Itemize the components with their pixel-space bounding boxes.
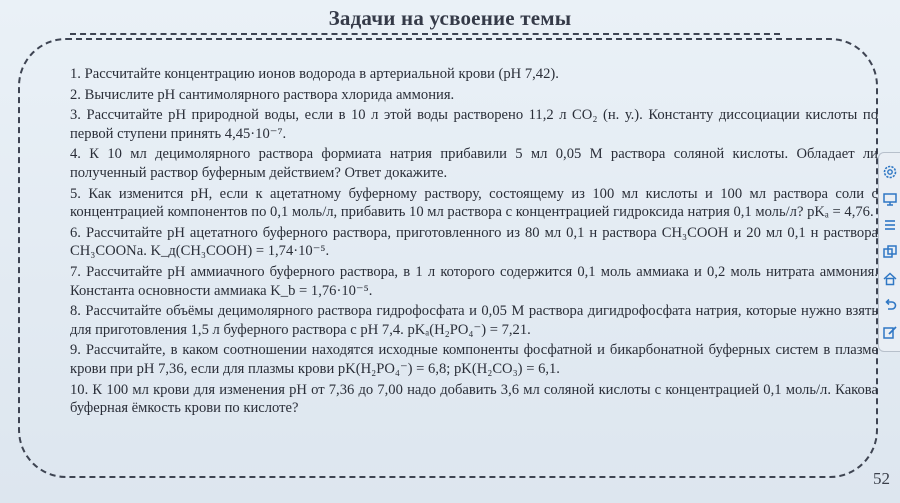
task-item-2: 2. Вычислите pH сантимолярного раствора хлорида аммония. [70,86,455,103]
page-number: 52 [873,469,890,488]
settings-icon[interactable] [882,164,898,180]
task-item-9: 9. Рассчитайте, в каком соотношении находятся исходные компоненты фосфатной и бикарбонатной буферных систем в плазме крови при pH 7,36, если для плазмы крови pK(H₂PO₄⁻) = 6,8; pK(H₂CO₃) = 6,1. [70,342,878,377]
undo-icon[interactable] [882,297,898,313]
monitor-icon[interactable] [882,191,898,207]
task-list [70,65,878,418]
slide-title: Задачи на усвоение темы [328,6,572,30]
edit-icon[interactable] [882,324,898,340]
task-item-5: 5. Как изменится pH, если к ацетатному буферному раствору, состоящему из 100 мл кислоты и 100 мл раствора соли с концентрацией компонентов по 0,1 моль/л, прибавить 10 мл раствора с концентрацией гидроксида натрия 0,1 моль/л? pKₐ = 4,76. [70,185,878,221]
title-divider [70,33,780,35]
task-item-10: 10. К 100 мл крови для изменения pH от 7,36 до 7,00 надо добавить 3,6 мл соляной кислоты с концентрацией 0,1 моль/л. Какова буферная ёмкость крови по кислоте? [70,381,878,417]
task-item-7: 7. Рассчитайте pH аммиачного буферного раствора, в 1 л которого содержится 0,1 моль аммиака и 0,2 моль нитрата аммония. Константа основности аммиака K_b = 1,76·10⁻⁵. [70,263,878,299]
task-item-6: 6. Рассчитайте pH ацетатного буферного раствора, приготовленного из 80 мл 0,1 н раствора CH₃COOH и 20 мл 0,1 н раствора CH₃COONa. K_д(CH₃COOH) = 1,74·10⁻⁵. [70,224,878,260]
task-item-1: 1. Рассчитайте концентрацию ионов водорода в артериальной крови (pH 7,42). [70,66,559,82]
task-item-8: 8. Рассчитайте объёмы децимолярного раствора гидрофосфата и 0,05 М раствора дигидрофосфата натрия, которые нужно взять для приготовления 1,5 л буферного раствора с pH 7,4. pKₐ(H₂PO₄⁻) = 7,21. [70,303,878,338]
layers-icon[interactable] [882,244,898,260]
task-item-3: 3. Рассчитайте pH природной воды, если в 10 л этой воды растворено 11,2 л CO₂ (н. у.). Константу диссоциации кислоты по первой ступени принять 4,45·10⁻⁷. [70,107,878,142]
menu-icon[interactable] [882,217,898,233]
side-toolbar [878,152,900,352]
task-item-4: 4. К 10 мл децимолярного раствора формиата натрия прибавили 5 мл 0,05 М раствора соляной кислоты. Обладает ли полученный раствор буферным действием? Ответ докажите. [70,146,878,181]
home-icon[interactable] [882,271,898,287]
